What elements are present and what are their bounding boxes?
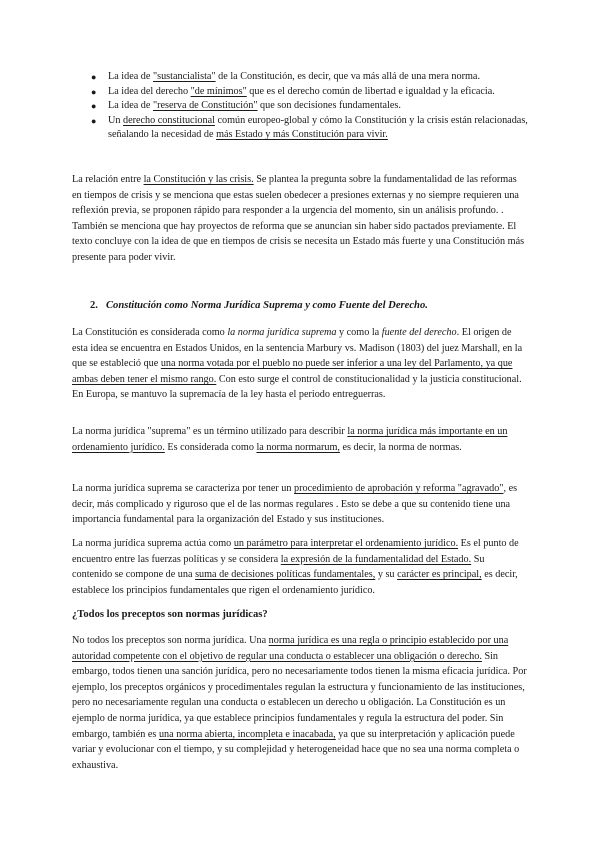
text-run: Su contenido se compone de una [72, 553, 485, 581]
text-run: Un [108, 114, 123, 126]
section-title: Constitución como Norma Jurídica Suprema y como Fuente del Derecho. [105, 300, 428, 311]
underlined-text: "reserva de Constitución" [152, 100, 258, 112]
underlined-text: suma de decisiones políticas fundamentales, [195, 569, 376, 581]
text-run: de la Constitución, es decir, que va más allá de una mera norma. [215, 71, 480, 82]
text-run: común europeo-global y cómo la Constitución y la crisis están relacionadas, señalando la necesidad de [108, 114, 528, 141]
underlined-text: una norma abierta, incompleta e inacabada, [158, 728, 336, 740]
paragraph-procedure [72, 481, 527, 528]
text-run: La norma jurídica "suprema" es un término utilizado para describir [72, 426, 348, 437]
text-run: La idea del derecho [108, 85, 191, 97]
text-run: Con esto surge el control de constitucionalidad y la justicia constitucional. En Europa, se mantuvo la supremacía de la ley hasta el periodo entreguerras. [72, 373, 522, 401]
bullet-list [92, 70, 532, 143]
underlined-text: la expresión de la fundamentalidad del Estado. [280, 553, 472, 565]
text-run: Es considerada como [164, 441, 257, 453]
list-item [92, 70, 532, 85]
text-run: ya que su interpretación y aplicación puede variar y evolucionar con el tiempo, y su complejidad y heterogeneidad hace que no sea una norma completa o exhaustiva. [72, 728, 520, 771]
bullet-icon: ● [91, 115, 97, 126]
underlined-text: más Estado y más Constitución para vivir. [216, 129, 388, 141]
text-run: La norma jurídica suprema se caracteriza por tener un [72, 483, 295, 494]
underlined-text: un parámetro para interpretar el ordenamiento jurídico. [233, 538, 459, 549]
paragraph-preceptos [72, 633, 527, 773]
text-run: La relación entre [72, 174, 144, 185]
text-run: y como la [336, 327, 382, 338]
paragraph-parameter [72, 536, 527, 598]
underlined-text: la Constitución y las crisis. [143, 174, 254, 185]
text-run: Se plantea la pregunta sobre la fundamentalidad de las reformas en tiempos de crisis y se menciona que estas suelen obedecer a presiones externas y no siempre requieren una reflexión previa, se proponen rápido para responder a la urgencia del momento, sin un análisis profundo. . También se menciona que hay proyectos de reforma que se anuncian sin haber sido pactados previamente. El texto concluye con la idea de que en tiempos de crisis se necesita un Estado más fuerte y una Constitución más presente para poder vivir. [72, 174, 525, 263]
text-run: La idea de [108, 71, 153, 82]
text-run: Es el punto de encuentro entre las fuerzas políticas y se considera [72, 538, 519, 565]
bullet-icon: ● [91, 86, 97, 97]
underlined-text: norma jurídica es una regla o principio establecido por una autoridad competente con el objetivo de regular una conducta o establecer una obligación o derecho. [72, 635, 509, 662]
text-run: Sin embargo, todos tienen una sanción jurídica, pero no necesariamente todos tienen la misma eficacia jurídica. Por ejemplo, los preceptos orgánicos y procedimentales regulan la estructura y funcionamiento de las instituciones, pero no necesariamente regulan una conducta o establecen un derecho u obligación. La Constitución es un ejemplo de norma jurídica, ya que establece principios fundamentales y regula la estructura del poder. Sin embargo, también es [72, 650, 527, 740]
underlined-text: "sustancialista" [152, 71, 216, 82]
underlined-text: derecho constitucional [123, 114, 215, 126]
text-run: La idea de [108, 100, 153, 112]
list-item [92, 99, 532, 114]
text-run: La norma jurídica suprema actúa como [72, 538, 234, 549]
underlined-text: "de mínimos" [190, 85, 247, 97]
paragraph-crisis [72, 172, 527, 266]
underlined-text: la norma normarum, [256, 441, 340, 453]
text-run: que son decisiones fundamentales. [257, 100, 401, 112]
underlined-text: una norma votada por el pueblo no puede ser inferior a una ley del Parlamento, ya que ambas deben tener el mismo rango. [72, 358, 513, 385]
underlined-text: carácter es principal, [397, 569, 482, 581]
bullet-icon: ● [91, 72, 97, 82]
italic-text: fuente del derecho [381, 327, 457, 338]
italic-text: la norma jurídica suprema [227, 327, 337, 338]
text-run: que es el derecho común de libertad e igualdad y la eficacia. [246, 85, 495, 97]
section-number: 2. [90, 300, 98, 311]
text-run: es decir, establece los principios fundamentales que rigen el ordenamiento jurídico. [72, 569, 518, 596]
text-run: , es decir, más complicado y riguroso que el de las normas regulares . Esto se debe a que su contenido tiene una importancia fundamental para la organización del Estado y sus instituciones. [72, 483, 518, 526]
text-run: No todos los preceptos son norma jurídica. Una [72, 635, 269, 646]
text-run: y su [375, 569, 398, 581]
subheading-question: ¿Todos los preceptos son normas jurídicas? [72, 609, 268, 620]
list-item [92, 85, 532, 100]
paragraph-supremacy [72, 325, 527, 403]
text-run: . El origen de esta idea se encuentra en Estados Unidos, en la sentencia Marbury vs. Madison (1803) del juez Marshall, en la que se estableció que [72, 327, 523, 370]
section-heading [90, 300, 428, 311]
underlined-text: procedimiento de aprobación y reforma "agravado" [294, 483, 504, 494]
text-run: La Constitución es considerada como [72, 327, 228, 338]
underlined-text: la norma jurídica más importante en un ordenamiento jurídico. [72, 426, 508, 453]
list-item [92, 114, 532, 143]
text-run: es decir, la norma de normas. [339, 441, 462, 453]
bullet-icon: ● [91, 101, 97, 112]
paragraph-suprema [72, 424, 527, 455]
